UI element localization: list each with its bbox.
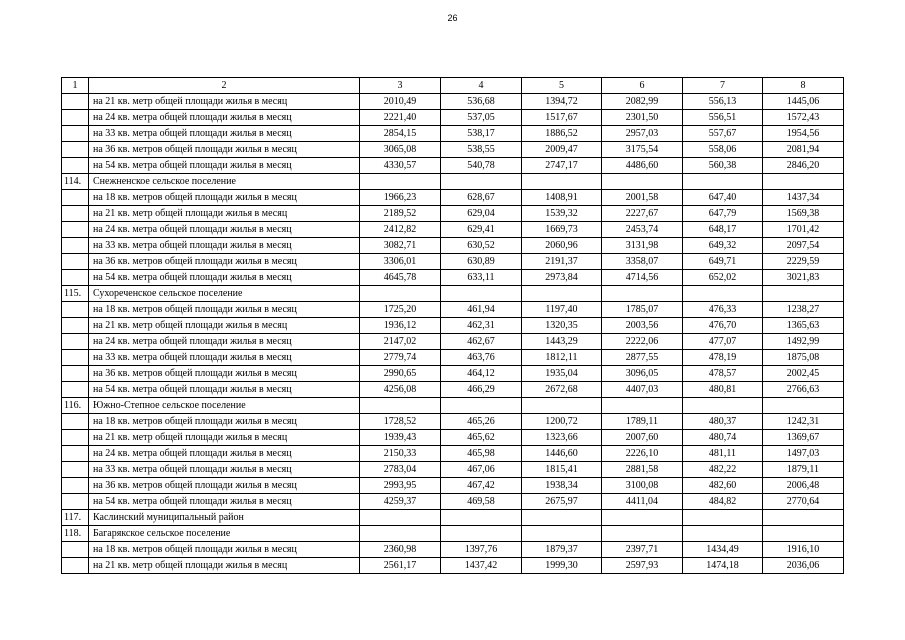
- value-cell: 647,40: [683, 190, 763, 206]
- value-cell: 2009,47: [522, 142, 602, 158]
- value-cell: 2010,49: [360, 94, 441, 110]
- table-row: [62, 238, 844, 254]
- row-number: [62, 414, 89, 430]
- value-cell: 2854,15: [360, 126, 441, 142]
- value-cell: 648,17: [683, 222, 763, 238]
- value-cell: [602, 526, 683, 542]
- value-cell: 462,67: [441, 334, 522, 350]
- value-cell: 3131,98: [602, 238, 683, 254]
- value-cell: [522, 398, 602, 414]
- value-cell: 462,31: [441, 318, 522, 334]
- table-row: [62, 430, 844, 446]
- value-cell: 2877,55: [602, 350, 683, 366]
- value-cell: 628,67: [441, 190, 522, 206]
- value-cell: 3021,83: [763, 270, 844, 286]
- value-cell: 484,82: [683, 494, 763, 510]
- value-cell: [763, 398, 844, 414]
- table-row: [62, 318, 844, 334]
- row-number: [62, 446, 89, 462]
- header-cell: 5: [522, 78, 602, 94]
- row-number: [62, 190, 89, 206]
- value-cell: 2226,10: [602, 446, 683, 462]
- value-cell: 1789,11: [602, 414, 683, 430]
- value-cell: 2002,45: [763, 366, 844, 382]
- value-cell: 2036,06: [763, 558, 844, 574]
- value-cell: [441, 286, 522, 302]
- row-number: 115.: [62, 286, 89, 302]
- value-cell: [441, 526, 522, 542]
- row-number: 114.: [62, 174, 89, 190]
- value-cell: 2846,20: [763, 158, 844, 174]
- value-cell: [602, 174, 683, 190]
- value-cell: 2360,98: [360, 542, 441, 558]
- value-cell: 2097,54: [763, 238, 844, 254]
- value-cell: 629,41: [441, 222, 522, 238]
- value-cell: 465,62: [441, 430, 522, 446]
- value-cell: 464,12: [441, 366, 522, 382]
- value-cell: [763, 526, 844, 542]
- value-cell: 2191,37: [522, 254, 602, 270]
- row-label: на 21 кв. метр общей площади жилья в месяц: [89, 318, 360, 334]
- value-cell: 3082,71: [360, 238, 441, 254]
- value-cell: [522, 174, 602, 190]
- value-cell: 2993,95: [360, 478, 441, 494]
- row-number: [62, 366, 89, 382]
- value-cell: 2082,99: [602, 94, 683, 110]
- value-cell: [683, 174, 763, 190]
- value-cell: 1886,52: [522, 126, 602, 142]
- value-cell: 1812,11: [522, 350, 602, 366]
- row-number: [62, 110, 89, 126]
- value-cell: 2006,48: [763, 478, 844, 494]
- table-row: [62, 142, 844, 158]
- value-cell: 1437,42: [441, 558, 522, 574]
- row-number: [62, 206, 89, 222]
- value-cell: 1242,31: [763, 414, 844, 430]
- value-cell: 1935,04: [522, 366, 602, 382]
- value-cell: 630,89: [441, 254, 522, 270]
- value-cell: 4256,08: [360, 382, 441, 398]
- value-cell: [360, 510, 441, 526]
- value-cell: 2453,74: [602, 222, 683, 238]
- value-cell: [602, 286, 683, 302]
- value-cell: 3306,01: [360, 254, 441, 270]
- table-row: [62, 158, 844, 174]
- value-cell: [683, 510, 763, 526]
- row-label: на 18 кв. метров общей площади жилья в месяц: [89, 414, 360, 430]
- value-cell: [763, 510, 844, 526]
- header-cell: 2: [89, 78, 360, 94]
- header-row: [62, 78, 844, 94]
- value-cell: 477,07: [683, 334, 763, 350]
- value-cell: 2881,58: [602, 462, 683, 478]
- value-cell: 1437,34: [763, 190, 844, 206]
- value-cell: 1815,41: [522, 462, 602, 478]
- value-cell: 476,33: [683, 302, 763, 318]
- row-number: 118.: [62, 526, 89, 542]
- table-row: [62, 94, 844, 110]
- row-number: [62, 158, 89, 174]
- value-cell: 1238,27: [763, 302, 844, 318]
- value-cell: [602, 398, 683, 414]
- value-cell: 1701,42: [763, 222, 844, 238]
- value-cell: 536,68: [441, 94, 522, 110]
- row-number: [62, 462, 89, 478]
- table-row: [62, 382, 844, 398]
- value-cell: [763, 174, 844, 190]
- table-row: [62, 446, 844, 462]
- value-cell: 2147,02: [360, 334, 441, 350]
- value-cell: 2973,84: [522, 270, 602, 286]
- row-label: на 33 кв. метра общей площади жилья в месяц: [89, 238, 360, 254]
- table-row: [62, 366, 844, 382]
- value-cell: 1879,11: [763, 462, 844, 478]
- row-number: [62, 254, 89, 270]
- value-cell: 466,29: [441, 382, 522, 398]
- row-label: на 18 кв. метров общей площади жилья в месяц: [89, 542, 360, 558]
- header-cell: 3: [360, 78, 441, 94]
- value-cell: 1936,12: [360, 318, 441, 334]
- value-cell: 2990,65: [360, 366, 441, 382]
- value-cell: 2221,40: [360, 110, 441, 126]
- row-number: [62, 222, 89, 238]
- value-cell: [602, 510, 683, 526]
- row-number: 117.: [62, 510, 89, 526]
- value-cell: 465,98: [441, 446, 522, 462]
- value-cell: 1669,73: [522, 222, 602, 238]
- table-row: [62, 510, 844, 526]
- value-cell: 4407,03: [602, 382, 683, 398]
- table-row: [62, 270, 844, 286]
- value-cell: [522, 286, 602, 302]
- value-cell: 647,79: [683, 206, 763, 222]
- row-number: [62, 494, 89, 510]
- value-cell: 1323,66: [522, 430, 602, 446]
- table-row: [62, 222, 844, 238]
- value-cell: 2229,59: [763, 254, 844, 270]
- value-cell: 1474,18: [683, 558, 763, 574]
- value-cell: 476,70: [683, 318, 763, 334]
- row-number: [62, 126, 89, 142]
- value-cell: 2412,82: [360, 222, 441, 238]
- value-cell: [441, 174, 522, 190]
- value-cell: 1445,06: [763, 94, 844, 110]
- table-row: [62, 334, 844, 350]
- value-cell: [441, 510, 522, 526]
- value-cell: 1492,99: [763, 334, 844, 350]
- row-label: на 54 кв. метра общей площади жилья в месяц: [89, 382, 360, 398]
- value-cell: 467,06: [441, 462, 522, 478]
- value-cell: 4330,57: [360, 158, 441, 174]
- value-cell: 1320,35: [522, 318, 602, 334]
- table-row: [62, 526, 844, 542]
- value-cell: 2597,93: [602, 558, 683, 574]
- value-cell: 3358,07: [602, 254, 683, 270]
- value-cell: 1408,91: [522, 190, 602, 206]
- table-row: [62, 190, 844, 206]
- table-row: [62, 286, 844, 302]
- row-number: 116.: [62, 398, 89, 414]
- value-cell: 1443,29: [522, 334, 602, 350]
- value-cell: 467,42: [441, 478, 522, 494]
- row-label: Южно-Степное сельское поселение: [89, 398, 360, 414]
- value-cell: 480,81: [683, 382, 763, 398]
- value-cell: 556,13: [683, 94, 763, 110]
- row-number: [62, 334, 89, 350]
- row-label: на 21 кв. метр общей площади жилья в месяц: [89, 558, 360, 574]
- value-cell: 3100,08: [602, 478, 683, 494]
- row-label: на 18 кв. метров общей площади жилья в месяц: [89, 190, 360, 206]
- value-cell: [683, 286, 763, 302]
- value-cell: 2227,67: [602, 206, 683, 222]
- row-label: на 54 кв. метра общей площади жилья в месяц: [89, 270, 360, 286]
- value-cell: 1539,32: [522, 206, 602, 222]
- row-label: на 21 кв. метр общей площади жилья в месяц: [89, 206, 360, 222]
- value-cell: 2675,97: [522, 494, 602, 510]
- value-cell: 538,55: [441, 142, 522, 158]
- table-row: [62, 350, 844, 366]
- row-label: на 36 кв. метров общей площади жилья в месяц: [89, 478, 360, 494]
- value-cell: 538,17: [441, 126, 522, 142]
- row-number: [62, 558, 89, 574]
- value-cell: 2001,58: [602, 190, 683, 206]
- value-cell: 557,67: [683, 126, 763, 142]
- row-label: на 24 кв. метра общей площади жилья в месяц: [89, 334, 360, 350]
- value-cell: 2007,60: [602, 430, 683, 446]
- row-number: [62, 478, 89, 494]
- row-label: на 33 кв. метра общей площади жилья в месяц: [89, 126, 360, 142]
- value-cell: 461,94: [441, 302, 522, 318]
- row-number: [62, 430, 89, 446]
- value-cell: 1939,43: [360, 430, 441, 446]
- value-cell: [441, 398, 522, 414]
- value-cell: 1517,67: [522, 110, 602, 126]
- value-cell: 1365,63: [763, 318, 844, 334]
- row-number: [62, 94, 89, 110]
- value-cell: 2770,64: [763, 494, 844, 510]
- value-cell: 4645,78: [360, 270, 441, 286]
- row-label: на 54 кв. метра общей площади жилья в месяц: [89, 494, 360, 510]
- value-cell: 465,26: [441, 414, 522, 430]
- header-cell: 6: [602, 78, 683, 94]
- value-cell: 1938,34: [522, 478, 602, 494]
- value-cell: 630,52: [441, 238, 522, 254]
- value-cell: 480,74: [683, 430, 763, 446]
- table-row: [62, 254, 844, 270]
- value-cell: 1394,72: [522, 94, 602, 110]
- row-number: [62, 350, 89, 366]
- value-cell: [360, 398, 441, 414]
- value-cell: 481,11: [683, 446, 763, 462]
- value-cell: 478,19: [683, 350, 763, 366]
- row-label: на 54 кв. метра общей площади жилья в месяц: [89, 158, 360, 174]
- value-cell: 652,02: [683, 270, 763, 286]
- value-cell: 1569,38: [763, 206, 844, 222]
- table-row: [62, 414, 844, 430]
- value-cell: 1369,67: [763, 430, 844, 446]
- row-label: Багарякское сельское поселение: [89, 526, 360, 542]
- value-cell: 478,57: [683, 366, 763, 382]
- value-cell: 2766,63: [763, 382, 844, 398]
- value-cell: [360, 526, 441, 542]
- table-row: [62, 478, 844, 494]
- value-cell: 2783,04: [360, 462, 441, 478]
- value-cell: 469,58: [441, 494, 522, 510]
- table-row: [62, 398, 844, 414]
- table-row: [62, 462, 844, 478]
- row-number: [62, 382, 89, 398]
- row-label: на 33 кв. метра общей площади жилья в месяц: [89, 462, 360, 478]
- row-label: на 21 кв. метр общей площади жилья в месяц: [89, 430, 360, 446]
- row-label: Снежненское сельское поселение: [89, 174, 360, 190]
- value-cell: 1785,07: [602, 302, 683, 318]
- value-cell: 558,06: [683, 142, 763, 158]
- table-row: [62, 494, 844, 510]
- value-cell: 1446,60: [522, 446, 602, 462]
- value-cell: 2189,52: [360, 206, 441, 222]
- value-cell: 537,05: [441, 110, 522, 126]
- value-cell: 1197,40: [522, 302, 602, 318]
- row-label: Сухореченское сельское поселение: [89, 286, 360, 302]
- value-cell: 1966,23: [360, 190, 441, 206]
- value-cell: 4486,60: [602, 158, 683, 174]
- value-cell: 649,71: [683, 254, 763, 270]
- value-cell: 1875,08: [763, 350, 844, 366]
- value-cell: [522, 526, 602, 542]
- table-row: [62, 302, 844, 318]
- header-cell: 1: [62, 78, 89, 94]
- value-cell: 1879,37: [522, 542, 602, 558]
- value-cell: 2222,06: [602, 334, 683, 350]
- value-cell: 2397,71: [602, 542, 683, 558]
- value-cell: 3096,05: [602, 366, 683, 382]
- value-cell: 2561,17: [360, 558, 441, 574]
- value-cell: 2060,96: [522, 238, 602, 254]
- table-row: [62, 126, 844, 142]
- row-label: на 21 кв. метр общей площади жилья в месяц: [89, 94, 360, 110]
- row-label: на 36 кв. метров общей площади жилья в месяц: [89, 366, 360, 382]
- row-number: [62, 302, 89, 318]
- row-number: [62, 318, 89, 334]
- table-row: [62, 558, 844, 574]
- value-cell: [522, 510, 602, 526]
- value-cell: 1434,49: [683, 542, 763, 558]
- row-label: на 33 кв. метра общей площади жилья в месяц: [89, 350, 360, 366]
- row-label: на 24 кв. метра общей площади жилья в месяц: [89, 446, 360, 462]
- value-cell: 1397,76: [441, 542, 522, 558]
- value-cell: 1999,30: [522, 558, 602, 574]
- value-cell: 480,37: [683, 414, 763, 430]
- value-cell: [763, 286, 844, 302]
- value-cell: 2301,50: [602, 110, 683, 126]
- value-cell: 1725,20: [360, 302, 441, 318]
- row-label: на 18 кв. метров общей площади жилья в месяц: [89, 302, 360, 318]
- value-cell: 540,78: [441, 158, 522, 174]
- value-cell: 629,04: [441, 206, 522, 222]
- row-number: [62, 142, 89, 158]
- value-cell: 2747,17: [522, 158, 602, 174]
- value-cell: [683, 526, 763, 542]
- value-cell: 1572,43: [763, 110, 844, 126]
- table-row: [62, 110, 844, 126]
- value-cell: 1916,10: [763, 542, 844, 558]
- value-cell: 556,51: [683, 110, 763, 126]
- table-row: [62, 174, 844, 190]
- table-row: [62, 206, 844, 222]
- value-cell: 3065,08: [360, 142, 441, 158]
- header-cell: 8: [763, 78, 844, 94]
- page-number: 26: [447, 13, 458, 23]
- row-number: [62, 542, 89, 558]
- value-cell: 2672,68: [522, 382, 602, 398]
- header-cell: 4: [441, 78, 522, 94]
- row-label: на 24 кв. метра общей площади жилья в месяц: [89, 110, 360, 126]
- value-cell: 1954,56: [763, 126, 844, 142]
- value-cell: 4411,04: [602, 494, 683, 510]
- value-cell: 3175,54: [602, 142, 683, 158]
- value-cell: 4259,37: [360, 494, 441, 510]
- value-cell: 560,38: [683, 158, 763, 174]
- value-cell: [360, 174, 441, 190]
- value-cell: 2003,56: [602, 318, 683, 334]
- row-number: [62, 270, 89, 286]
- row-label: на 36 кв. метров общей площади жилья в месяц: [89, 142, 360, 158]
- value-cell: 1497,03: [763, 446, 844, 462]
- value-cell: 649,32: [683, 238, 763, 254]
- header-cell: 7: [683, 78, 763, 94]
- value-cell: 463,76: [441, 350, 522, 366]
- value-cell: 482,60: [683, 478, 763, 494]
- value-cell: 2150,33: [360, 446, 441, 462]
- value-cell: 1728,52: [360, 414, 441, 430]
- value-cell: 482,22: [683, 462, 763, 478]
- tariff-table: [61, 77, 844, 574]
- row-label: на 36 кв. метров общей площади жилья в месяц: [89, 254, 360, 270]
- row-label: на 24 кв. метра общей площади жилья в месяц: [89, 222, 360, 238]
- value-cell: [360, 286, 441, 302]
- value-cell: [683, 398, 763, 414]
- value-cell: 1200,72: [522, 414, 602, 430]
- table-row: [62, 542, 844, 558]
- value-cell: 4714,56: [602, 270, 683, 286]
- row-number: [62, 238, 89, 254]
- row-label: Каслинский муниципальный район: [89, 510, 360, 526]
- value-cell: 2081,94: [763, 142, 844, 158]
- value-cell: 2957,03: [602, 126, 683, 142]
- value-cell: 2779,74: [360, 350, 441, 366]
- value-cell: 633,11: [441, 270, 522, 286]
